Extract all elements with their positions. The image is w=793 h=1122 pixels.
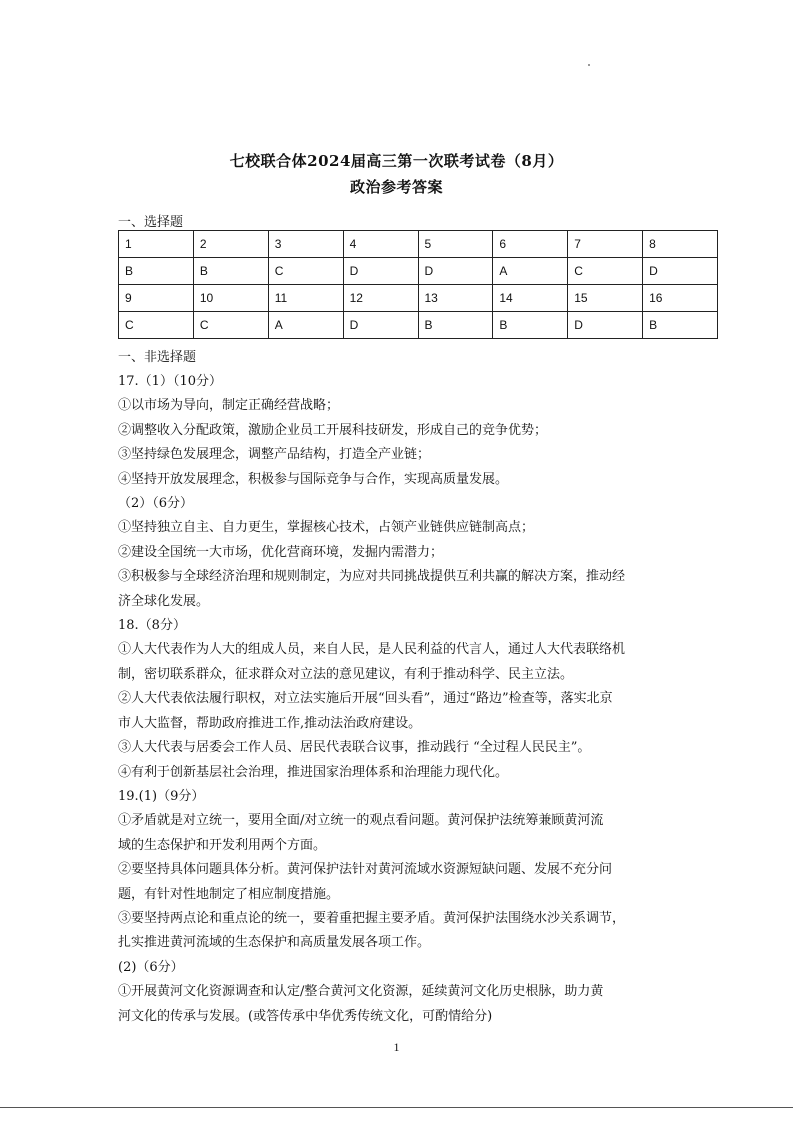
answer-cell: D <box>343 258 418 285</box>
answer-cell: D <box>343 312 418 339</box>
exam-title: 七校联合体2024届高三第一次联考试卷（8月） <box>229 152 564 170</box>
question-number-cell: 11 <box>268 285 343 312</box>
page-number: 1 <box>393 1040 400 1054</box>
answer-line: ①矛盾就是对立统一，要用全面/对立统一的观点看问题。黄河保护法统筹兼顾黄河流 <box>118 813 604 829</box>
question-number-cell: 10 <box>193 285 268 312</box>
question-number-cell: 5 <box>418 231 493 258</box>
answer-line: ①坚持独立自主、自力更生，掌握核心技术，占领产业链供应链制高点； <box>118 520 535 536</box>
answer-line: ③坚持绿色发展理念，调整产品结构，打造全产业链； <box>118 447 431 463</box>
answer-line: 19.(1)（9分） <box>118 788 205 804</box>
answer-line: 市人大监督，帮助政府推进工作,推动法治政府建设。 <box>118 715 422 731</box>
answer-line: ①人大代表作为人大的组成人员，来自人民，是人民利益的代言人，通过人大代表联络机 <box>118 642 626 658</box>
question-number-cell: 1 <box>119 231 194 258</box>
answer-line: 制，密切联系群众，征求群众对立法的意见建议，有利于推动科学、民主立法。 <box>118 666 574 682</box>
answer-cell: C <box>268 258 343 285</box>
question-number-cell: 3 <box>268 231 343 258</box>
answer-table <box>118 230 718 339</box>
answer-line: ③积极参与全球经济治理和规则制定，为应对共同挑战提供互利共赢的解决方案，推动经 <box>118 569 626 585</box>
answer-line: 扎实推进黄河流域的生态保护和高质量发展各项工作。 <box>118 935 431 951</box>
page-bottom-rule <box>0 1107 793 1108</box>
answer-key-row <box>119 312 718 339</box>
question-number-row <box>119 231 718 258</box>
answer-body <box>118 370 678 1029</box>
answer-line: 18.（8分） <box>118 618 186 634</box>
answer-cell: A <box>268 312 343 339</box>
answer-cell: D <box>568 312 643 339</box>
answer-line: ①以市场为导向，制定正确经营战略； <box>118 398 340 414</box>
question-number-cell: 7 <box>568 231 643 258</box>
answer-line: 17.（1）（10分） <box>118 374 222 389</box>
answer-line: ④坚持开放发展理念，积极参与国际竞争与合作，实现高质量发展。 <box>118 471 509 487</box>
answer-cell: A <box>493 258 568 285</box>
answer-cell: C <box>193 312 268 339</box>
answer-cell: C <box>119 312 194 339</box>
answer-cell: B <box>119 258 194 285</box>
exam-subtitle: 政治参考答案 <box>349 178 443 196</box>
question-number-cell: 9 <box>119 285 194 312</box>
question-number-cell: 14 <box>493 285 568 312</box>
answer-key-row <box>119 258 718 285</box>
answer-cell: B <box>493 312 568 339</box>
question-number-cell: 16 <box>643 285 718 312</box>
answer-cell: B <box>193 258 268 285</box>
question-number-cell: 15 <box>568 285 643 312</box>
answer-line: ②要坚持具体问题具体分析。黄河保护法针对黄河流域水资源短缺问题、发展不充分问 <box>118 862 613 878</box>
answer-line: 域的生态保护和开发利用两个方面。 <box>118 837 327 853</box>
question-number-cell: 8 <box>643 231 718 258</box>
answer-cell: D <box>643 258 718 285</box>
section-non-choice-heading: 一、非选择题 <box>118 350 197 365</box>
question-number-cell: 12 <box>343 285 418 312</box>
answer-line: ②调整收入分配政策，激励企业员工开展科技研发，形成自己的竞争优势； <box>118 422 548 438</box>
question-number-row <box>119 285 718 312</box>
answer-line: 河文化的传承与发展。(或答传承中华优秀传统文化，可酌情给分) <box>118 1008 493 1024</box>
section-multiple-choice-heading: 一、选择题 <box>118 215 184 230</box>
question-number-cell: 2 <box>193 231 268 258</box>
answer-line: ③要坚持两点论和重点论的统一，要着重把握主要矛盾。黄河保护法围绕水沙关系调节， <box>118 910 626 926</box>
answer-line: ①开展黄河文化资源调查和认定/整合黄河文化资源，延续黄河文化历史根脉，助力黄 <box>118 984 604 1000</box>
answer-cell: B <box>418 312 493 339</box>
question-number-cell: 6 <box>493 231 568 258</box>
question-number-cell: 13 <box>418 285 493 312</box>
answer-line: ②建设全国统一大市场，优化营商环境，发掘内需潜力； <box>118 544 444 560</box>
question-number-cell: 4 <box>343 231 418 258</box>
answer-cell: D <box>418 258 493 285</box>
answer-cell: B <box>643 312 718 339</box>
answer-line: ④有利于创新基层社会治理，推进国家治理体系和治理能力现代化。 <box>118 764 509 780</box>
answer-line: ③人大代表与居委会工作人员、居民代表联合议事，推动践行 “全过程人民民主”。 <box>118 740 591 756</box>
answer-line: ②人大代表依法履行职权，对立法实施后开展“回头看”，通过“路边”检查等，落实北京 <box>118 691 613 707</box>
answer-line: (2)（6分） <box>118 959 184 975</box>
answer-line: 题，有针对性地制定了相应制度措施。 <box>118 886 340 902</box>
answer-line: 济全球化发展。 <box>118 593 210 609</box>
answer-cell: C <box>568 258 643 285</box>
answer-line: （2）（6分） <box>118 496 194 512</box>
scan-dot <box>588 64 590 66</box>
